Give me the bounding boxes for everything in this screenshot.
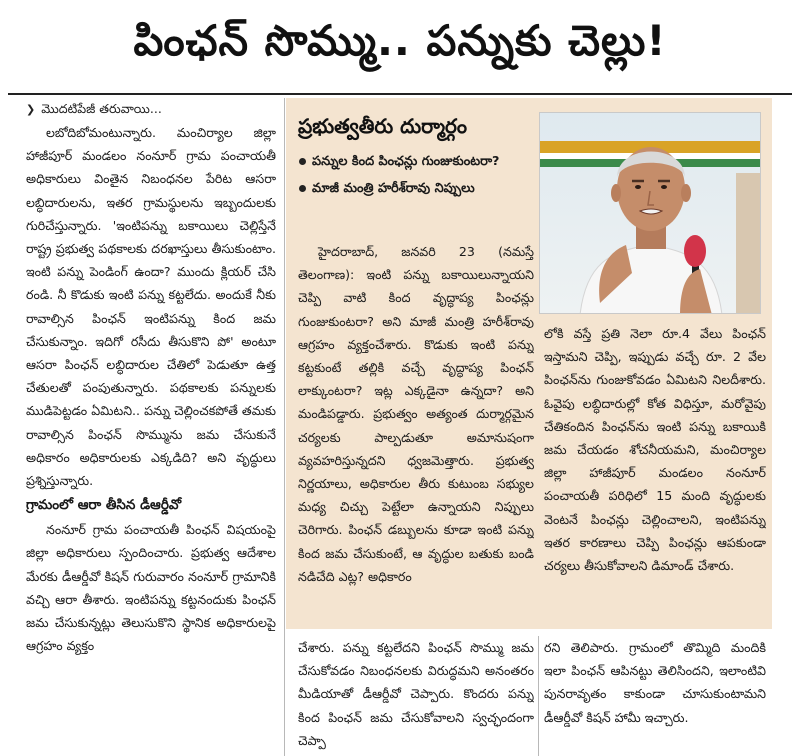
article-column-3 (544, 636, 766, 756)
headline-rule (8, 93, 792, 95)
article-column-1 (26, 98, 276, 756)
microphone-icon (684, 235, 706, 267)
portrait-illustration (540, 113, 761, 314)
sidebar-bullets (298, 150, 534, 204)
sidebar-bullet: పన్నుల కింద పింఛన్లు గుంజుకుంటరా? (298, 150, 534, 173)
sidebar-bullet: మాజీ మంత్రి హరీశ్‌రావు నిప్పులు (298, 177, 534, 200)
chevron-right-icon: ❯ (26, 103, 36, 116)
column-divider (284, 98, 285, 756)
sidebar-column-a (298, 240, 534, 625)
column-divider (538, 636, 539, 756)
portrait-photo (539, 112, 761, 314)
sidebar-title: ప్రభుత్వతీరు దుర్మార్గం (298, 114, 468, 138)
article-paragraph: రని తెలిపారు. గ్రామంలో తొమ్మిది మందికి ఇలా పింఛన్ ఆపినట్టు తెలిసిందని, ఇలాంటివి పునరావృతం కాకుండా చూసుకుంటామని డీఆర్డీవో కిషన్ హామీ ఇచ్చారు. (544, 640, 766, 725)
continuation-label (26, 98, 276, 121)
sidebar-paragraph: హైదరాబాద్, జనవరి 23 (నమస్తే తెలంగాణ): ఇంటి పన్ను బకాయిలున్నాయని చెప్పి వాటి కింద వృద్ధాప్య పింఛన్లు గుంజుకుంటరా? అని మాజీ మంత్రి హరీశ్‌రావు ఆగ్రహం వ్యక్తంచేశారు. కొడుకు ఇంటి పన్ను కట్టకుంటే తల్లికి వచ్చే వృద్ధాప్య పింఛన్ లాక్కుంటరా? ఇట్ల ఎక్కడైనా ఉన్నదా? అని మండిపడ్డారు. ప్రభుత్వం అత్యంత దుర్మార్గమైన చర్యలకు పాల్పడుతూ అమానుషంగా వ్యవహరిస్తున్నదని ధ్వజమెత్తారు. ప్రభుత్వ నిర్ణయాలు, అధికారుల తీరు కుటుంబ సభ్యుల మధ్య చిచ్చు పెట్టేలా ఉన్నాయని నిప్పులు చెరిగారు. పింఛన్ డబ్బులను కూడా ఇంటి పన్ను కింద జమ చేసుకుంటే, ఆ వృద్ధుల బతుకు బండి నడిచేది ఎట్ల? అధికారం (298, 244, 534, 584)
sidebar-column-b (544, 322, 766, 624)
article-subheading: గ్రామంలో ఆరా తీసిన డీఆర్డీవో (26, 497, 182, 514)
sidebar-paragraph: లోకి వస్తే ప్రతి నెలా రూ.4 వేలు పింఛన్ ఇస్తామని చెప్పి, ఇప్పుడు వచ్చే రూ. 2 వేల పింఛన్‌ను గుంజుకోవడం ఏమిటని నిలదీశారు. ఓవైపు లబ్ధిదారుల్లో కోత విధిస్తూ, మరోవైపు చేతికందిన పింఛన్‌ను ఇంటి పన్ను బకాయికి జమ చేయడం శోచనీయమని, మంచిర్యాల జిల్లా హాజీపూర్ మండలం నంనూర్ పంచాయతీ పరిధిలో 15 మంది వృద్ధులకు వెంటనే పింఛన్లు చెల్లించాలని, ఇంటిపన్ను ఇతర కారణాలు చెప్పి పింఛన్లు ఆపకుండా చర్యలు తీసుకోవాలని డిమాండ్ చేశారు. (544, 326, 766, 574)
article-paragraph: నంనూర్ గ్రామ పంచాయతీ పింఛన్ విషయంపై జిల్లా అధికారులు స్పందించారు. ప్రభుత్వ ఆదేశాల మేరకు డీఆర్డీవో కిషన్ గురువారం నంనూర్ గ్రామానికి వచ్చి ఆరా తీశారు. ఇంటిపన్ను కట్టనందుకు పింఛన్ జమ చేసుకున్నట్లు తెలుసుకొని స్థానిక అధికారులపై ఆగ్రహం వ్యక్తం (26, 522, 276, 654)
continuation-text: మొదటిపేజీ తరువాయి... (41, 101, 162, 116)
article-paragraph: చేశారు. పన్ను కట్టలేదని పింఛన్ సొమ్ము జమ చేసుకోవడం నిబంధనలకు విరుద్ధమని అనంతరం మీడియాతో డీఆర్డీవో చెప్పారు. కొందరు పన్ను కింద పింఛన్ జమ చేసుకోవాలని స్వచ్ఛందంగా చెప్పా (298, 640, 534, 748)
headline: పింఛన్ సొమ్ము.. పన్నుకు చెల్లు! (133, 16, 667, 65)
article-paragraph: లబోదిబోమంటున్నారు. మంచిర్యాల జిల్లా హాజీపూర్ మండలం నంనూర్ గ్రామ పంచాయతీ అధికారులు వింతైన నిబంధనల పేరిట ఆసరా లబ్ధిదారులను, ఇతర గ్రామస్థులను ఇబ్బందులకు గురిచేస్తున్నారు. 'ఇంటిపన్ను బకాయిలు చెల్లిస్తేనే రాష్ట్ర ప్రభుత్వ పథకాలకు దరఖాస్తులు తీసుకుంటాం. ఇంటి పన్ను పెండింగ్ ఉందా? ముందు క్లియర్ చేసి రండి. నీ కొడుకు ఇంటి పన్ను కట్టలేదు. అందుకే నీకు రావాల్సిన పింఛన్ ఇంటిపన్ను కింద జమ చేసుకున్నాం. ఇదిగో రసీదు తీసుకొని పో' అంటూ ఆసరా పింఛన్ లబ్ధిదారుల చేతిలో పెడుతూ ఉత్త చేతులతో పంపుతున్నారు. పథకాలకు పన్నులకు ముడిపెట్టడం ఏమిటని.. పన్ను చెల్లించకపోతే తమకు రావాల్సిన పింఛన్ సొమ్మును జమ చేసుకునే అధికారం అధికారులకు ఎక్కడిది? అని వృద్ధులు ప్రశ్నిస్తున్నారు. (26, 125, 276, 489)
article-column-2 (298, 636, 534, 756)
